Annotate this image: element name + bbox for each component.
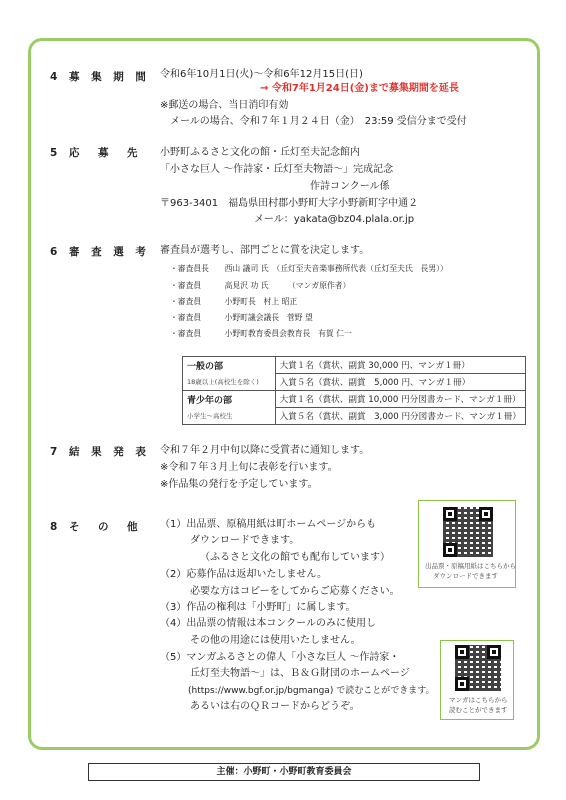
section-5-heading: 5 応 募 先 bbox=[50, 147, 142, 159]
results-line-2: ※令和７年３月上旬に表彰を行います。 bbox=[160, 462, 338, 473]
youth-prize: 入賞５名（賞状、副賞 3,000 円分図書カード、マンガ１冊） bbox=[275, 408, 525, 425]
table-row bbox=[183, 357, 526, 374]
other-line: あるいは右のＱＲコードからどうぞ。 bbox=[190, 701, 360, 712]
results-line-1: 令和７年２月中旬以降に受賞者に通知します。 bbox=[160, 445, 370, 456]
awards-table bbox=[182, 356, 526, 425]
general-prize: 入賞５名（賞状、副賞 5,000 円、マンガ１冊） bbox=[275, 374, 525, 391]
qr-finder-icon bbox=[479, 507, 493, 521]
period-extension: → 令和7年1月24日(金)まで募集期間を延長 bbox=[260, 83, 459, 94]
section-4-heading: 4 募 集 期 間 bbox=[50, 71, 150, 83]
qr-finder-icon bbox=[443, 543, 457, 557]
email-address[interactable]: メール：yakata@bz04.plala.or.jp bbox=[254, 214, 415, 225]
other-line: （1）出品票、原稿用紙は町ホームページからも bbox=[160, 519, 377, 530]
table-row bbox=[183, 374, 526, 391]
qr-manga-caption: 読むことができます bbox=[449, 706, 508, 714]
period-note-mail: ※郵送の場合、当日消印有効 bbox=[160, 100, 289, 111]
results-line-3: ※作品集の発行を予定しています。 bbox=[160, 479, 318, 490]
judge-item: ・審査員 小野町長 村上 昭正 bbox=[170, 297, 298, 306]
other-line-url[interactable]: (https://www.bgf.or.jp/bgmanga) で読むことができます。 bbox=[188, 686, 435, 696]
general-category-title: 一般の部 bbox=[183, 357, 276, 374]
other-line: その他の用途には使用いたしません。 bbox=[190, 635, 361, 646]
judge-item: ・審査員 小野町教育委員会教育長 有賀 仁一 bbox=[170, 329, 352, 338]
table-row bbox=[183, 391, 526, 408]
qr-download-box[interactable] bbox=[418, 500, 516, 588]
other-line: （4）出品票の情報は本コンクールのみに使用し bbox=[160, 618, 376, 629]
judge-item: ・審査員 小野町議会議長 菅野 望 bbox=[170, 313, 313, 322]
qr-download-caption: ダウンロードできます bbox=[433, 572, 498, 580]
judging-intro: 審査員が選考し、部門ごとに賞を決定します。 bbox=[160, 245, 370, 256]
organizer-footer: 主催：小野町・小野町教育委員会 bbox=[88, 763, 480, 781]
youth-category-eligibility: 小学生～高校生 bbox=[183, 408, 276, 425]
qr-finder-icon bbox=[443, 507, 457, 521]
youth-grand-prize: 大賞１名（賞状、副賞 10,000 円分図書カード、マンガ１冊） bbox=[275, 391, 525, 408]
period-dates: 令和6年10月1日(火)～令和6年12月15日(日) bbox=[160, 69, 363, 80]
qr-finder-icon bbox=[455, 677, 469, 691]
table-row bbox=[183, 408, 526, 425]
judge-item: ・審査員 高見沢 功 氏 （マンガ原作者） bbox=[170, 281, 351, 290]
other-line: ダウンロードできます。 bbox=[190, 535, 300, 546]
qr-manga-caption: マンガはこちらから bbox=[449, 696, 508, 704]
other-line: （5）マンガふるさとの偉人「小さな巨人 ～作詩家・ bbox=[160, 652, 400, 663]
address-line-1: 小野町ふるさと文化の館・丘灯至夫記念館内 bbox=[160, 147, 360, 158]
address-line-3: 作詩コンクール係 bbox=[310, 181, 390, 192]
general-category-eligibility: 18歳以上(高校生を除く) bbox=[183, 374, 276, 391]
qr-finder-icon bbox=[455, 645, 469, 659]
section-7-heading: 7 結 果 発 表 bbox=[50, 446, 150, 458]
address-line-2: 「小さな巨人 ～作詩家・丘灯至夫物語～」完成記念 bbox=[160, 164, 394, 175]
period-note-email: メールの場合、令和７年１月２４日（金） 23:59 受信分まで受付 bbox=[170, 116, 467, 127]
other-line: （3）作品の権利は「小野町」に属します。 bbox=[160, 602, 356, 613]
youth-category-title: 青少年の部 bbox=[183, 391, 276, 408]
qr-download-caption: 出品票・原稿用紙はこちらから bbox=[425, 562, 516, 570]
postal-address: 〒963-3401 福島県田村郡小野町大字小野新町字中通２ bbox=[160, 198, 419, 209]
qr-manga-box[interactable] bbox=[440, 640, 514, 720]
other-line: （2）応募作品は返却いたしません。 bbox=[160, 569, 327, 580]
judge-item: ・審査員長 西山 議司 氏 （丘灯至夫音楽事務所代表（丘灯至夫氏 長男）） bbox=[170, 264, 448, 273]
other-line: 丘灯至夫物語～」は、Ｂ＆Ｇ財団のホームページ bbox=[190, 668, 410, 679]
general-grand-prize: 大賞１名（賞状、副賞 30,000 円、マンガ１冊） bbox=[275, 357, 525, 374]
section-6-heading: 6 審 査 選 考 bbox=[50, 246, 150, 258]
section-8-heading: 8 そ の 他 bbox=[50, 521, 142, 533]
qr-finder-icon bbox=[487, 645, 501, 659]
other-line: （ふるさと文化の館でも配布しています） bbox=[200, 552, 390, 563]
other-line: 必要な方はコピーをしてからご応募ください。 bbox=[190, 586, 400, 597]
